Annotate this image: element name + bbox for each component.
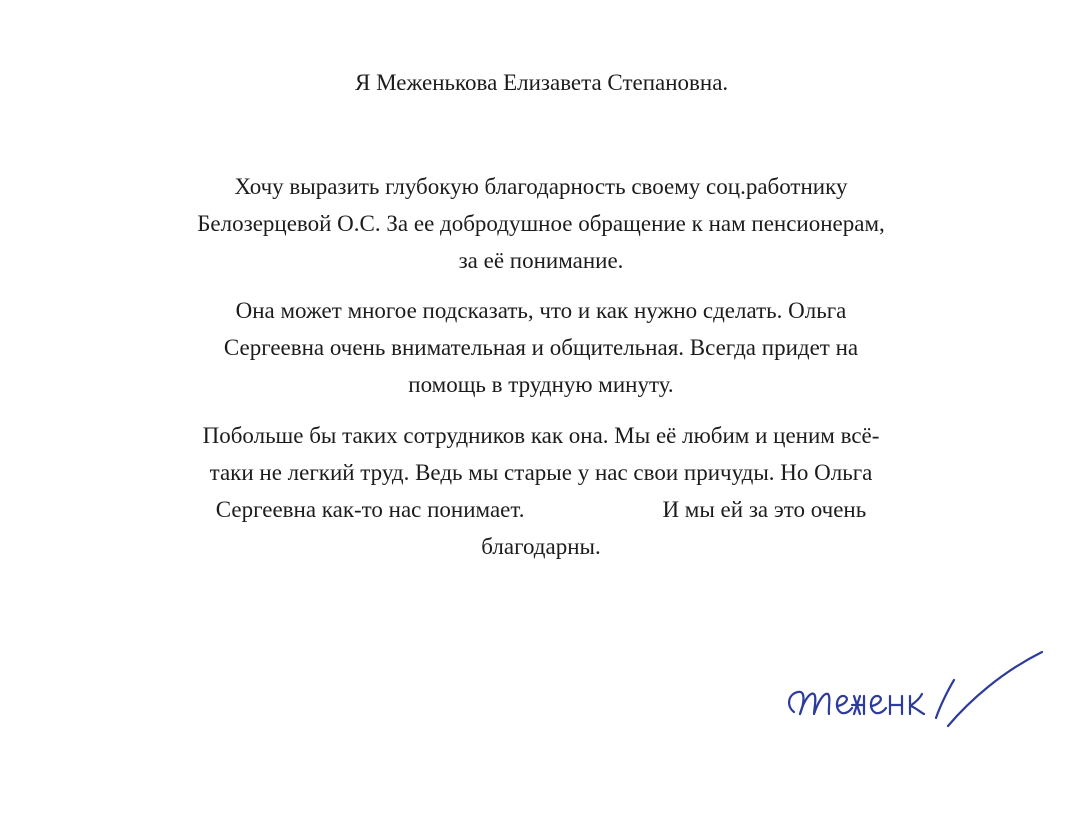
paragraph-line: за её понимание. <box>458 248 624 273</box>
paragraph-line: таки не легкий труд. Ведь мы старые у нас свои причуды. Но Ольга <box>209 460 873 485</box>
paragraph-line: Хочу выразить глубокую благодарность своему соц.работнику <box>234 174 848 199</box>
handwritten-signature <box>780 640 1050 740</box>
paragraph-line: Белозерцевой О.С. За ее добродушное обращение к нам пенсионерам, <box>197 211 885 236</box>
paragraph-line: Сергеевна как-то нас понимает. И мы ей за это очень <box>215 497 867 522</box>
paragraph-line: Сергеевна очень внимательная и общительная. Всегда придет на <box>223 335 859 360</box>
paragraph-gratitude <box>40 168 1042 279</box>
paragraph-helpfulness <box>40 292 1042 403</box>
letter-heading: Я Меженькова Елизавета Степановна. <box>355 70 729 95</box>
paragraph-line: благодарны. <box>481 534 601 559</box>
paragraph-line: помощь в трудную минуту. <box>408 372 674 397</box>
paragraph-line: Она может многое подсказать, что и как нужно сделать. Ольга <box>235 298 847 323</box>
paragraph-line: Побольше бы таких сотрудников как она. Мы её любим и ценим всё- <box>202 423 880 448</box>
paragraph-closing <box>40 417 1042 565</box>
